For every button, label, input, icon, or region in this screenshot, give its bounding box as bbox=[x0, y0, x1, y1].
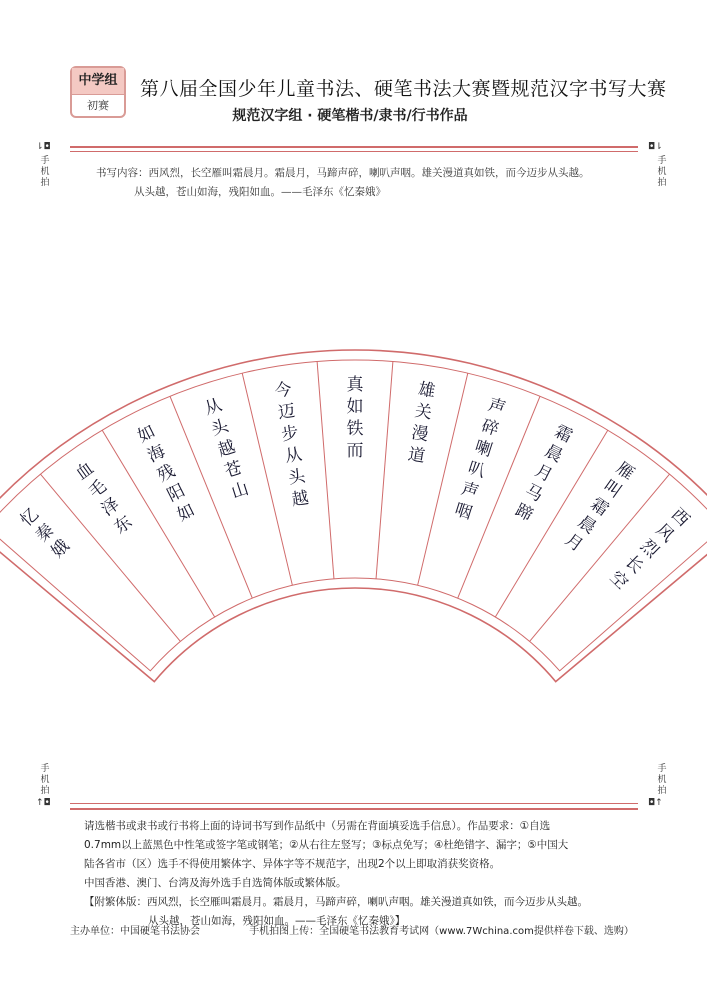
requirements-line: 请选楷书或隶书或行书将上面的诗词书写到作品纸中（另需在背面填妥选手信息）。作品要求：①自选 bbox=[84, 820, 551, 832]
phone-shot-label-bottom-right: 手机拍 bbox=[657, 764, 667, 796]
fan-character: 霜 bbox=[551, 421, 576, 448]
fan-character: 风 bbox=[651, 520, 678, 547]
fan-writing-area bbox=[16, 340, 694, 600]
group-badge bbox=[70, 66, 126, 118]
top-divider bbox=[70, 146, 638, 148]
fan-character: 如 bbox=[134, 421, 159, 448]
fan-character: 而 bbox=[346, 441, 364, 461]
fan-character: 东 bbox=[110, 512, 137, 539]
page-title: 第八届全国少年儿童书法、硬笔书法大赛暨规范汉字书写大赛 bbox=[140, 78, 667, 100]
fan-character: 忆 bbox=[16, 504, 43, 531]
fan-character: 残 bbox=[154, 460, 179, 487]
camera-icon: ↑◘ bbox=[36, 798, 51, 808]
footer bbox=[70, 922, 670, 937]
requirements-line: 中国香港、澳门、台湾及海外选手自选简体版或繁体版。 bbox=[84, 877, 347, 889]
fan-column-text bbox=[452, 395, 508, 524]
fan-column-text bbox=[561, 458, 638, 556]
fan-character: 真 bbox=[346, 375, 364, 395]
fan-character: 越 bbox=[290, 488, 311, 511]
fan-character: 漫 bbox=[409, 422, 430, 446]
fan-character: 泽 bbox=[97, 494, 124, 521]
fan-character: 迈 bbox=[276, 401, 297, 424]
fan-column-divider bbox=[376, 361, 393, 578]
writing-content-line1: 书写内容：西风烈，长空雁叫霜晨月。霜晨月，马蹄声碎，喇叭声咽。雄关漫道真如铁，而今迈步从头越。 bbox=[96, 167, 590, 179]
fan-character: 声 bbox=[458, 478, 482, 504]
phone-shot-label-top-left: 手机拍 bbox=[40, 156, 50, 188]
phone-shot-label-bottom-left: 手机拍 bbox=[40, 764, 50, 796]
fan-columns bbox=[17, 375, 693, 594]
fan-column-divider bbox=[317, 361, 334, 578]
fan-character: 苍 bbox=[222, 457, 245, 483]
fan-character: 关 bbox=[413, 401, 434, 424]
fan-character: 蹄 bbox=[511, 500, 536, 526]
fan-character: 娥 bbox=[47, 535, 74, 563]
fan-character: 如 bbox=[174, 500, 199, 526]
traditional-version-cont: 从头越，苍山如海，残阳如血。——毛泽东《忆秦娥》】 bbox=[148, 915, 406, 927]
fan-character: 毛 bbox=[85, 476, 111, 503]
fan-character: 月 bbox=[561, 529, 587, 557]
fan-column-text bbox=[273, 379, 310, 510]
upload-info: 手机拍图上传：全国硬笔书法教育考试网（www.7Wchina.com提供样卷下载、选购） bbox=[249, 926, 634, 937]
fan-column-text bbox=[407, 379, 437, 467]
phone-shot-label-top-right: 手机拍 bbox=[657, 156, 667, 188]
fan-column-text bbox=[347, 375, 365, 461]
fan-character: 从 bbox=[283, 444, 304, 467]
fan-character: 月 bbox=[531, 460, 556, 487]
fan-character: 越 bbox=[215, 436, 238, 462]
bottom-divider bbox=[70, 808, 638, 810]
traditional-version: 【附繁体版：西风烈，长空雁叫霜晨月。霜晨月，马蹄声碎，喇叭声咽。雄关漫道真如铁，而今迈步从头越。 bbox=[84, 896, 588, 908]
fan-character: 马 bbox=[521, 480, 546, 507]
fan-character: 长 bbox=[620, 551, 648, 578]
fan-character: 烈 bbox=[636, 535, 663, 563]
fan-character: 叭 bbox=[465, 457, 488, 483]
writing-content bbox=[96, 164, 616, 202]
fan-character: 霜 bbox=[586, 494, 613, 521]
badge-round-label: 初赛 bbox=[87, 99, 109, 112]
fan-character: 海 bbox=[144, 441, 169, 467]
organizer: 主办单位：中国硬笔书法协会 bbox=[70, 926, 200, 937]
top-divider-thin bbox=[70, 151, 638, 152]
camera-icon: ◘⇂ bbox=[648, 142, 663, 152]
fan-character: 如 bbox=[346, 397, 364, 417]
fan-character: 秦 bbox=[32, 520, 59, 547]
fan-character: 晨 bbox=[573, 512, 600, 539]
fan-character: 头 bbox=[208, 415, 232, 441]
fan-column-text bbox=[202, 395, 251, 503]
requirements bbox=[84, 817, 644, 931]
fan-character: 步 bbox=[280, 422, 301, 446]
fan-character: 叫 bbox=[599, 476, 625, 503]
fan-character: 西 bbox=[667, 504, 694, 531]
fan-character: 空 bbox=[605, 567, 632, 594]
fan-column-text bbox=[135, 422, 199, 526]
requirements-line: 陆各省市（区）选手不得使用繁体字、异体字等不规范字，出现2个以上即取消获奖资格。 bbox=[84, 858, 501, 870]
writing-content-line2: 从头越，苍山如海，残阳如血。——毛泽东《忆秦娥》 bbox=[134, 186, 386, 198]
fan-character: 阳 bbox=[164, 480, 189, 507]
badge-group-label: 中学组 bbox=[72, 68, 124, 95]
fan-column-text bbox=[606, 504, 694, 593]
fan-column-text bbox=[512, 422, 576, 526]
fan-character: 喇 bbox=[472, 436, 495, 462]
fan-character: 咽 bbox=[452, 499, 475, 525]
fan-character: 碎 bbox=[478, 415, 502, 441]
fan-character: 雁 bbox=[612, 458, 638, 485]
fan-column-text bbox=[17, 504, 74, 562]
fan-character: 血 bbox=[72, 458, 98, 485]
fan-character: 雄 bbox=[416, 379, 437, 402]
camera-icon: ◘↑ bbox=[648, 798, 663, 808]
bottom-divider-thin bbox=[70, 803, 638, 804]
page-subtitle: 规范汉字组 · 硬笔楷书/隶书/行书作品 bbox=[232, 108, 468, 124]
fan-character: 声 bbox=[485, 395, 508, 420]
requirements-line: 0.7mm以上蓝黑色中性笔或签字笔或钢笔；②从右往左竖写；③标点免写；④杜绝错字、漏字；⑤中国大 bbox=[84, 839, 569, 851]
camera-icon: ⇂◘ bbox=[36, 142, 51, 152]
fan-character: 从 bbox=[202, 395, 225, 420]
fan-character: 头 bbox=[286, 466, 307, 489]
fan-character: 道 bbox=[406, 444, 427, 467]
fan-character: 铁 bbox=[346, 419, 364, 439]
fan-character: 今 bbox=[273, 379, 294, 402]
fan-character: 晨 bbox=[541, 441, 566, 467]
fan-character: 山 bbox=[228, 478, 252, 504]
